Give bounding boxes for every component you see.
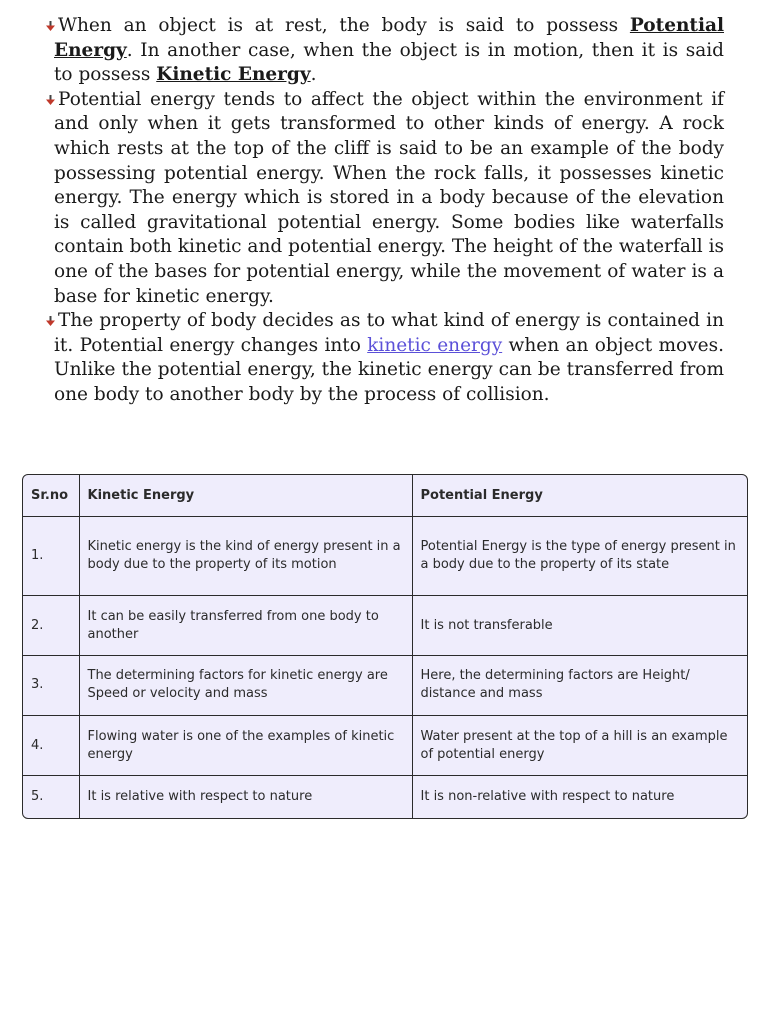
emphasized-term: Kinetic Energy (156, 64, 311, 86)
cell-kinetic: Kinetic energy is the kind of energy present in a body due to the property of its motion (79, 517, 412, 596)
paragraph-text: . (310, 64, 317, 86)
table-row (23, 715, 747, 775)
cell-potential: Potential Energy is the type of energy present in a body due to the property of its state (412, 517, 747, 596)
down-arrow-bullet-icon (46, 21, 55, 31)
paragraph-text: The property of body decides as to what kind of energy is contained in it. Potential energy changes into (54, 310, 724, 356)
header-srno: Sr.no (23, 475, 79, 517)
cell-srno: 1. (23, 517, 79, 596)
bullet-paragraph-2 (24, 88, 724, 309)
cell-kinetic: It is relative with respect to nature (79, 776, 412, 818)
emphasized-term: Potential Energy (54, 15, 724, 61)
cell-potential: Water present at the top of a hill is an example of potential energy (412, 715, 747, 775)
down-arrow-bullet-icon (46, 316, 55, 326)
cell-kinetic: The determining factors for kinetic energy are Speed or velocity and mass (79, 655, 412, 715)
cell-srno: 5. (23, 776, 79, 818)
header-potential-energy: Potential Energy (412, 475, 747, 517)
paragraph-text: Potential energy tends to affect the object within the environment if and only when it gets transformed to other kinds of energy. A rock which rests at the top of the cliff is said to be an example of the body possessing potential energy. When the rock falls, it possesses kinetic energy. The energy which is stored in a body because of the elevation is called gravitational potential energy. Some bodies like waterfalls contain both kinetic and potential energy. The height of the waterfall is one of the bases for potential energy, while the movement of water is a base for kinetic energy. (54, 88, 724, 307)
bullet-list (24, 14, 724, 408)
cell-srno: 4. (23, 715, 79, 775)
header-kinetic-energy: Kinetic Energy (79, 475, 412, 517)
cell-potential: Here, the determining factors are Height/ distance and mass (412, 655, 747, 715)
table-row (23, 596, 747, 655)
table-row (23, 517, 747, 596)
paragraph-text: When an object is at rest, the body is said to possess (58, 15, 630, 36)
table-row (23, 776, 747, 818)
bullet-paragraph-3 (24, 309, 724, 407)
kinetic-energy-link[interactable]: kinetic energy (367, 334, 503, 356)
cell-srno: 2. (23, 596, 79, 655)
table-header-row (23, 475, 747, 517)
cell-kinetic: Flowing water is one of the examples of kinetic energy (79, 715, 412, 775)
cell-potential: It is not transferable (412, 596, 747, 655)
paragraph-text: . In another case, when the object is in motion, then it is said to possess (54, 39, 724, 86)
bullet-paragraph-1 (24, 14, 724, 88)
cell-kinetic: It can be easily transferred from one body to another (79, 596, 412, 655)
cell-srno: 3. (23, 655, 79, 715)
cell-potential: It is non-relative with respect to nature (412, 776, 747, 818)
down-arrow-bullet-icon (46, 95, 55, 105)
comparison-table (22, 474, 748, 819)
table-row (23, 655, 747, 715)
paragraph-text: when an object moves. Unlike the potential energy, the kinetic energy can be transferred from one body to another body by the process of collision. (54, 334, 724, 405)
